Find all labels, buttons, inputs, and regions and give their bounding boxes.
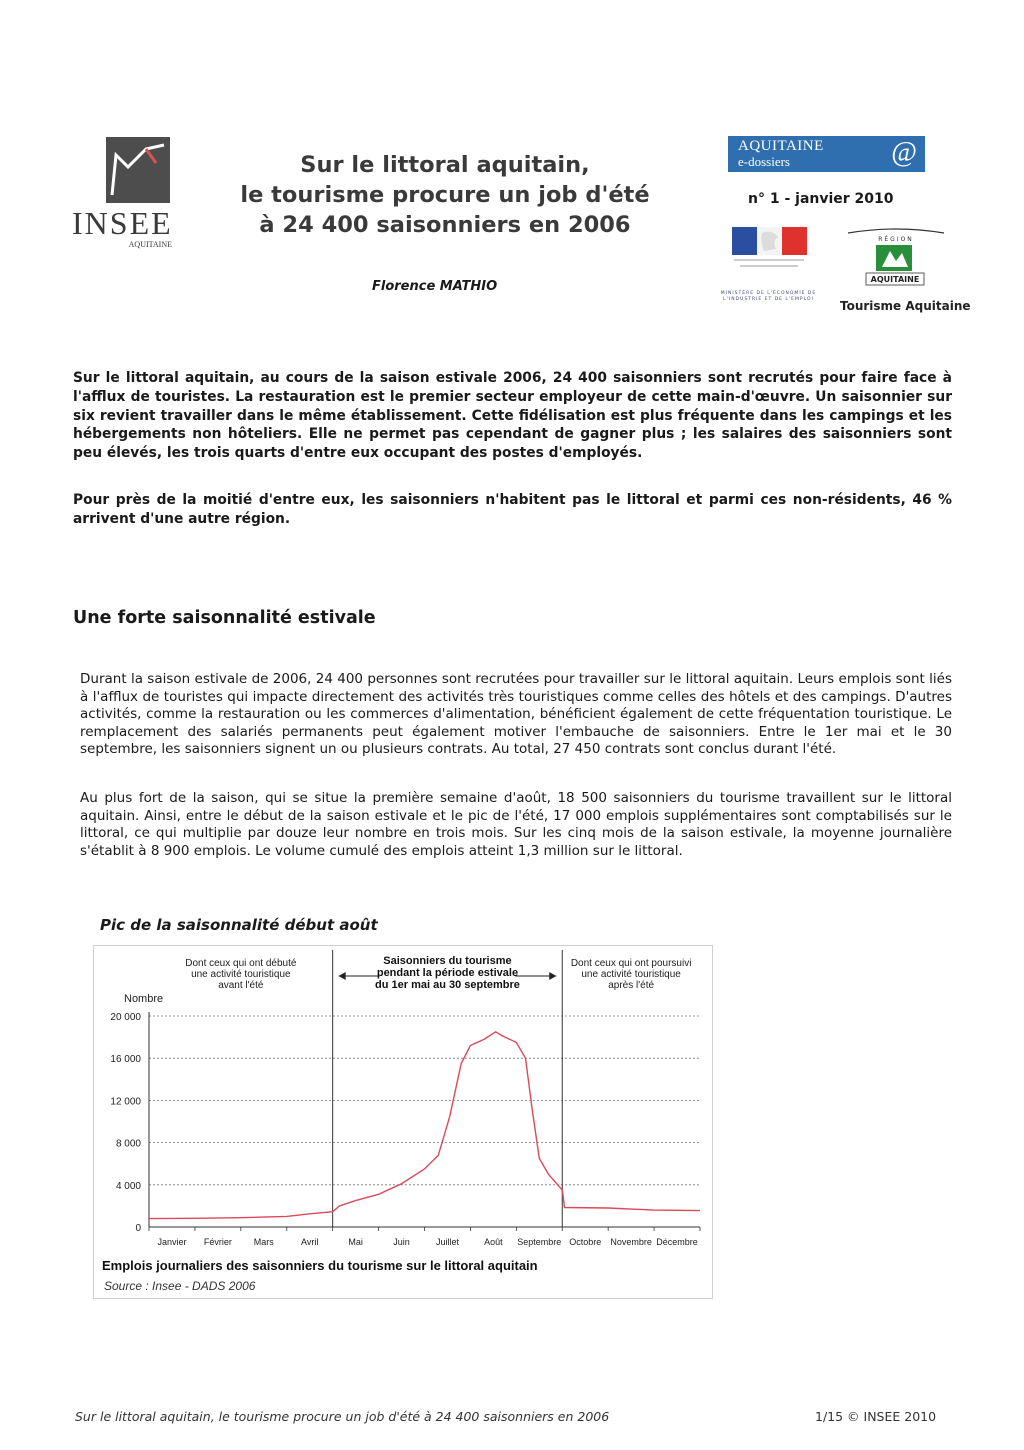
x-tick-label: Novembre (610, 1237, 652, 1247)
x-tick-label: Janvier (157, 1237, 187, 1247)
region-aquitaine-logo (846, 227, 946, 287)
y-tick-label: 4 000 (115, 1180, 141, 1192)
left-arrow-icon (339, 972, 346, 980)
footer-page-copyright: 1/15 © INSEE 2010 (815, 1409, 937, 1424)
footer-title: Sur le littoral aquitain, le tourisme procure un job d'été à 24 400 saisonniers en 2006 (75, 1409, 610, 1424)
annotation-before-summer: avant l'été (218, 980, 264, 991)
page-title (200, 150, 690, 240)
annotation-after-summer: une activité touristique (581, 969, 681, 980)
y-tick-label: 12 000 (110, 1096, 141, 1108)
y-axis-label: Nombre (124, 993, 164, 1005)
author: Florence MATHIO (372, 279, 498, 294)
y-tick-label: 20 000 (110, 1012, 141, 1023)
title-line: Sur le littoral aquitain, (300, 152, 590, 178)
banner-title: AQUITAINE (738, 138, 824, 154)
chart-source: Source : Insee - DADS 2006 (104, 1279, 256, 1293)
banner-subtitle: e-dossiers (738, 154, 790, 169)
y-tick-label: 0 (135, 1223, 141, 1234)
annotation-after-summer: Dont ceux qui ont poursuivi (570, 958, 692, 969)
annotation-summer-period: du 1er mai au 30 septembre (375, 979, 520, 991)
aquitaine-e-dossiers-banner (728, 136, 925, 172)
chart-caption: Emplois journaliers des saisonniers du tourisme sur le littoral aquitain (102, 1258, 538, 1273)
at-icon: @ (891, 137, 917, 168)
section-heading: Une forte saisonnalité estivale (73, 608, 376, 628)
chart-title: Pic de la saisonnalité début août (100, 916, 378, 934)
x-tick-label: Mars (253, 1237, 274, 1247)
x-tick-label: Octobre (569, 1237, 602, 1247)
intro-paragraph: Sur le littoral aquitain, au cours de la saison estivale 2006, 24 400 saisonniers sont recrutés pour faire face à l'afflux de touristes. La restauration est le premier secteur employeur de cette main-d'œuvre. Un saisonnier sur six revient travailler dans le même établissement. Cette fidélisation est plus fréquente dans les campings et les hébergements non hôteliers. Elle ne permet pas cependant de gagner plus ; les salaires des saisonniers sont peu élevés, les trois quarts d'entre eux occupant des postes d'employés. (73, 370, 952, 462)
series-line (149, 1032, 700, 1219)
x-tick-label: Juillet (435, 1237, 459, 1247)
insee-wordmark: INSEE (72, 205, 173, 241)
annotation-before-summer: une activité touristique (191, 969, 291, 980)
right-arrow-icon (549, 972, 556, 980)
intro-paragraph: Pour près de la moitié d'entre eux, les saisonniers n'habitent pas le littoral et parmi ces non-résidents, 46 % arrivent d'une autre région. (73, 492, 952, 527)
marianne-logo-icon (732, 227, 807, 275)
body-paragraph: Au plus fort de la saison, qui se situe la première semaine d'août, 18 500 saisonniers du tourisme travaillent sur le littoral aquitain. Ainsi, entre le début de la saison estivale et le pic de l'été, 17 000 emplois supplémentaires sont comptabilisés sur le littoral, ce qui multiplie par douze leur nombre en trois mois. Sur les cinq mois de la saison estivale, la moyenne journalière s'établit à 8 900 emplois. Le volume cumulé des emplois atteint 1,3 million sur le littoral. (80, 790, 952, 859)
title-line: à 24 400 saisonniers en 2006 (259, 212, 631, 238)
issue-number: n° 1 - janvier 2010 (748, 191, 894, 207)
y-tick-label: 16 000 (110, 1054, 141, 1066)
body-paragraph: Durant la saison estivale de 2006, 24 400 personnes sont recrutées pour travailler sur le littoral aquitain. Leurs emplois sont liés à l'afflux de touristes qui impacte directement des activités très touristiques comme celles des hôtels et des campings. D'autres activités, comme la restauration ou les commerces d'alimentation, bénéficient également de cette fréquentation touristique. Le remplacement des salariés permanents peut également motiver l'embauche de saisonniers. Entre le 1er mai et le 30 septembre, les saisonniers signent un ou plusieurs contrats. Au total, 27 450 contrats sont conclus durant l'été. (80, 671, 952, 758)
annotation-before-summer: Dont ceux qui ont débuté (185, 958, 297, 969)
annotation-after-summer: après l'été (608, 980, 655, 991)
insee-mark-icon (106, 137, 170, 203)
annotation-summer-period: pendant la période estivale (376, 967, 519, 979)
title-line: le tourisme procure un job d'été (240, 182, 650, 208)
ministere-label: MINISTÈRE DE L'ÉCONOMIE DE L'INDUSTRIE ET DE L'EMPLOI (720, 291, 817, 302)
x-tick-label: Août (484, 1237, 503, 1247)
x-tick-label: Mai (348, 1237, 363, 1247)
chart-svg (94, 946, 712, 1298)
x-tick-label: Septembre (517, 1237, 562, 1247)
x-tick-label: Juin (393, 1237, 410, 1247)
insee-logo (72, 137, 172, 257)
chart-frame (93, 945, 713, 1299)
annotation-summer-period: Saisonniers du tourisme (383, 955, 512, 967)
tourisme-aquitaine-label: Tourisme Aquitaine (840, 299, 971, 313)
insee-sub: AQUITAINE (128, 240, 172, 249)
x-tick-label: Décembre (656, 1237, 698, 1247)
region-name-label: AQUITAINE (870, 275, 920, 284)
x-tick-label: Avril (301, 1237, 319, 1247)
x-tick-label: Février (203, 1237, 232, 1247)
region-top-label: RÉGION (878, 236, 914, 243)
y-tick-label: 8 000 (115, 1138, 141, 1150)
